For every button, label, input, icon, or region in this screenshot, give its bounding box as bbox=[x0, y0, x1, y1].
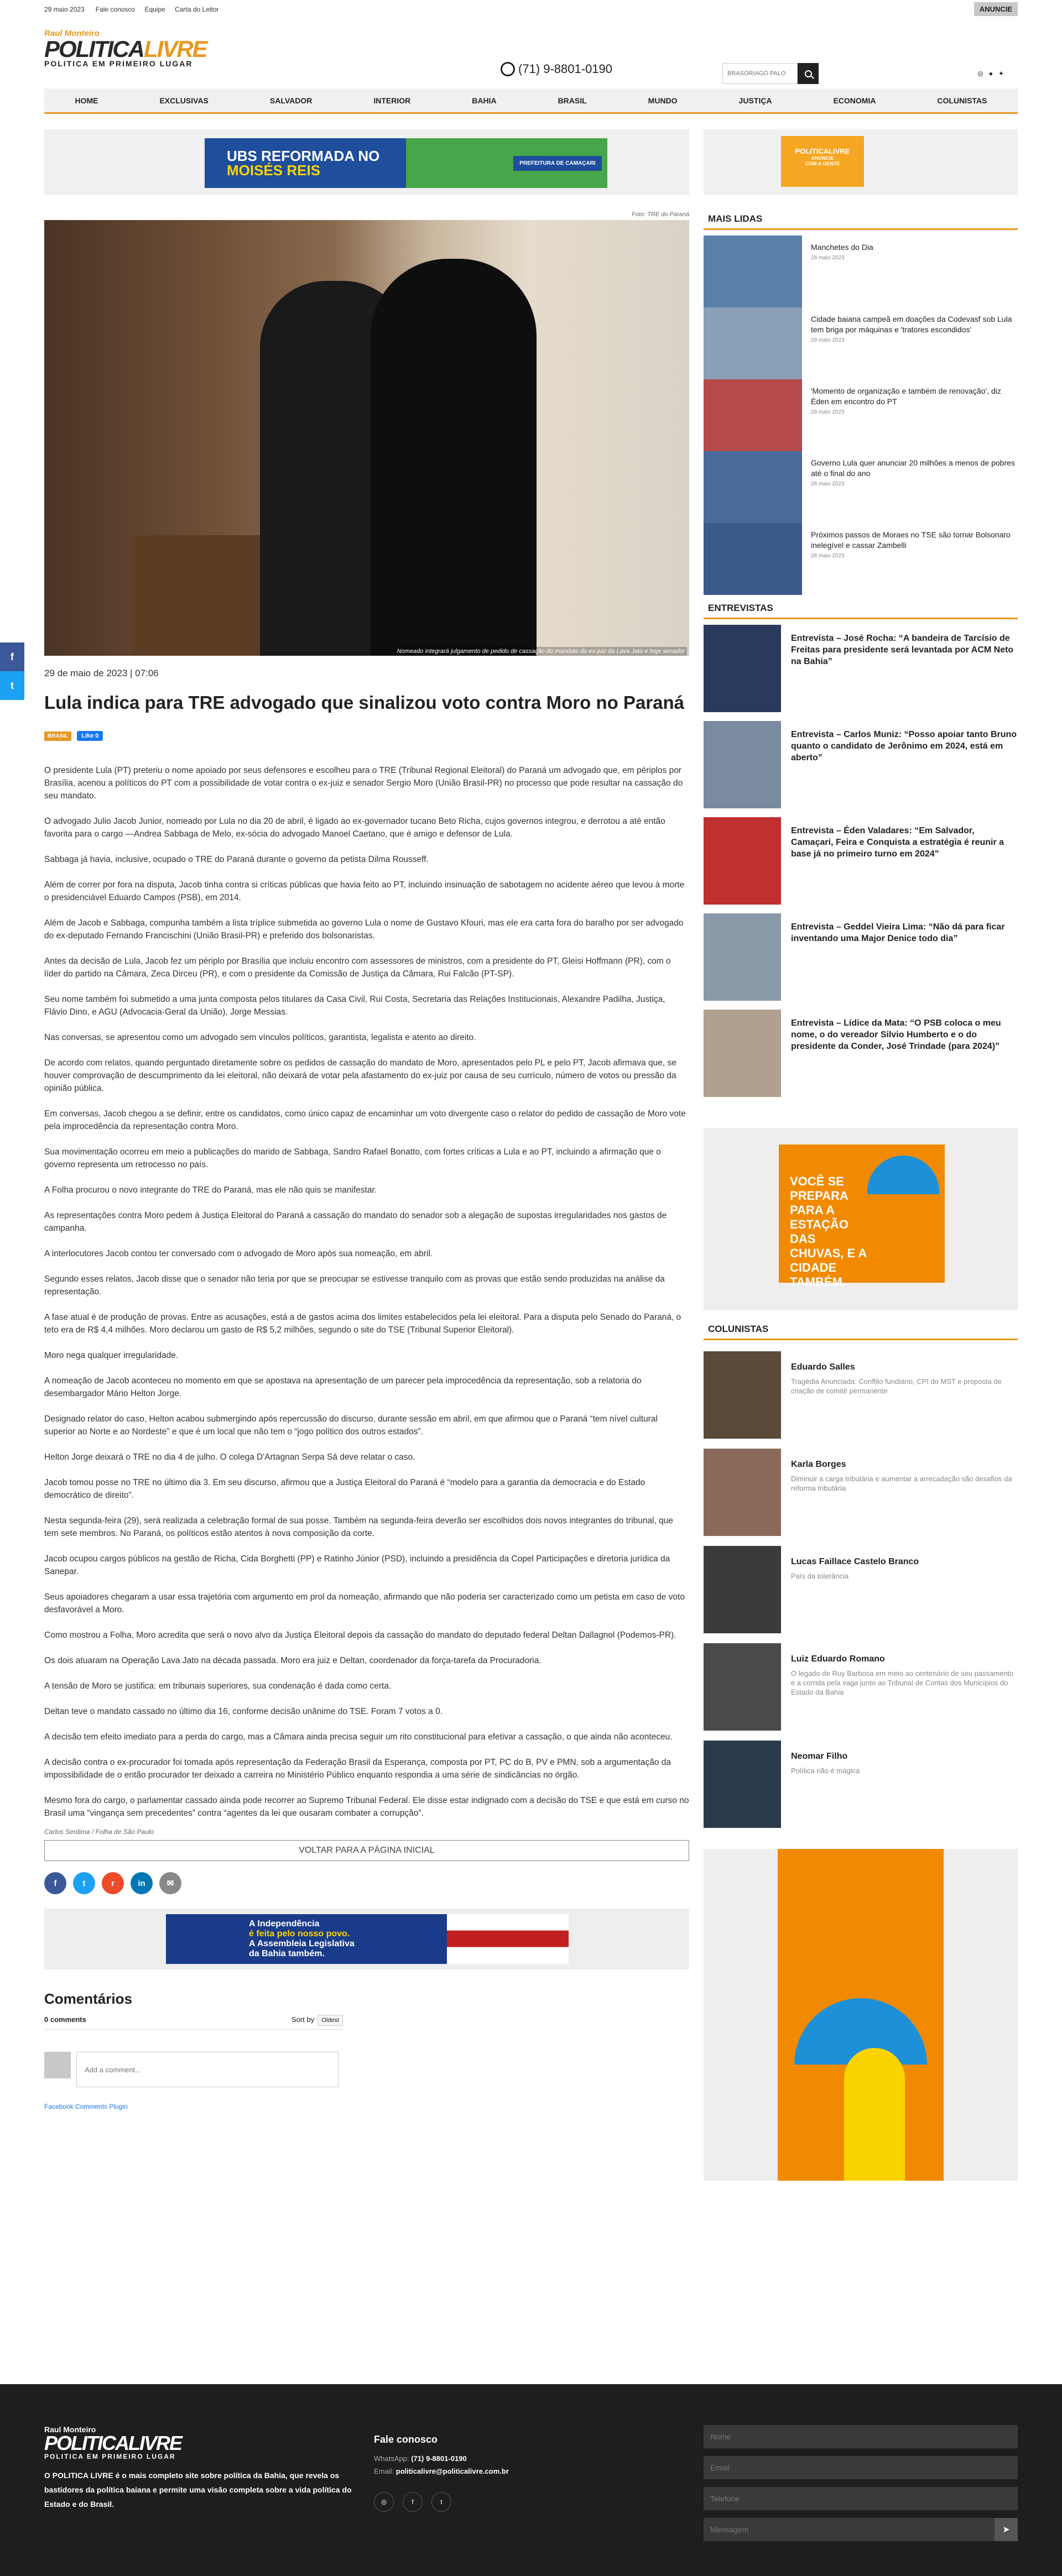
ad-person-figure bbox=[844, 2048, 905, 2181]
facebook-icon[interactable]: ● bbox=[988, 70, 993, 77]
entrevista-title: Entrevista – Éden Valadares: “Em Salvador, Camaçari, Feira e Conquista a estratégia é reunir a base já no primeiro turno em 2024” bbox=[791, 826, 1004, 859]
article-paragraph: Designado relator do caso, Helton acabou submergindo após repercussão do discurso, durante sessão em abril, em que afirmou que o Paraná “tem nível cultural superior ao Norte e ao Nordeste” e que é um local que não tem o “jogo político dos outros estados”. bbox=[44, 1414, 658, 1436]
article-paragraph: Antes da decisão de Lula, Jacob fez um périplo por Brasília que incluiu encontro com assessores de ministros, com a presidente do PT, Gleisi Hoffmann (PR), com o líder do partido na Câmara, Zeca Dirceu (PR), e com o presidente da Comissão de Justiça da Câmara, Rui Falcão (PT-SP). bbox=[44, 957, 671, 979]
share-facebook-icon[interactable]: f bbox=[44, 1872, 66, 1894]
article-body bbox=[44, 764, 689, 1820]
comment-composer bbox=[44, 2052, 689, 2087]
entrevistas-list bbox=[704, 625, 1018, 1106]
footer-about: O POLITICA LIVRE é o mais completo site sobre política da Bahia, que revela os bastidores da política baiana e permite uma visão completa sobre a vida política do Estado e do Brasil. bbox=[44, 2471, 352, 2509]
article-date: 29 de maio de 2023 | 07:06 bbox=[44, 668, 159, 678]
footer-logo-text: POLITICALIVRE bbox=[44, 2432, 182, 2454]
main-nav bbox=[44, 88, 1018, 114]
footer-contact-heading: Fale conosco bbox=[374, 2434, 438, 2445]
article-paragraph: Jacob tomou posse no TRE no último dia 3. Em seu discurso, afirmou que a Justiça Eleitoral do Paraná é “modelo para a garantia da democracia e do Estado democrático de direito”. bbox=[44, 1478, 645, 1500]
article-photo bbox=[44, 220, 689, 656]
colunista-subtitle: Diminuir a carga tributária e aumentar a arrecadação são desafios da reforma tributária bbox=[791, 1475, 1012, 1492]
entrevista-thumbnail bbox=[704, 625, 781, 712]
ad-ubs-banner[interactable] bbox=[205, 138, 607, 188]
ad-side-container bbox=[704, 1128, 1018, 1310]
nav-mundo[interactable]: MUNDO bbox=[648, 96, 678, 105]
facebook-comments-plugin-link[interactable]: Facebook Comments Plugin bbox=[44, 2103, 128, 2110]
ad-assembleia-banner[interactable] bbox=[166, 1914, 569, 1964]
colunista-subtitle: Política não é mágica bbox=[791, 1767, 860, 1775]
article-paragraph: Mesmo fora do cargo, o parlamentar cassado ainda pode recorrer ao Supremo Tribunal Federal. Ele disse estar indignado com a decisão do TSE e que está em curso no Brasil uma “vingança sem precedentes” contra “agentes da lei que ousaram combater a corrupção”. bbox=[44, 1796, 689, 1818]
mais-lidas-thumbnail bbox=[704, 236, 802, 307]
footer-facebook-icon[interactable]: f bbox=[403, 2492, 423, 2512]
mais-lidas-item[interactable] bbox=[704, 236, 1018, 307]
instagram-icon[interactable]: ◎ bbox=[977, 70, 983, 77]
share-email-icon[interactable]: ✉ bbox=[159, 1872, 181, 1894]
site-logo[interactable] bbox=[44, 29, 207, 68]
link-carta-do-leitor[interactable]: Carta do Leitor bbox=[175, 6, 219, 13]
colunista-photo bbox=[704, 1351, 781, 1439]
header bbox=[0, 19, 1062, 80]
nav-home[interactable]: HOME bbox=[75, 96, 98, 105]
sort-label: Sort by bbox=[291, 2015, 315, 2024]
colunista-photo bbox=[704, 1449, 781, 1536]
form-message-input[interactable] bbox=[704, 2518, 1018, 2541]
logo-tagline: POLITICA EM PRIMEIRO LUGAR bbox=[44, 59, 193, 68]
mais-lidas-item[interactable] bbox=[704, 379, 1018, 451]
back-home-button[interactable]: VOLTAR PARA A PÁGINA INICIAL bbox=[44, 1840, 689, 1861]
ad-anuncie-line2: COM A GENTE bbox=[805, 161, 840, 166]
colunista-photo bbox=[704, 1546, 781, 1633]
entrevista-thumbnail bbox=[704, 817, 781, 905]
entrevista-title: Entrevista – Carlos Muniz: “Posso apoiar tanto Bruno quanto o candidato de Jerônimo em 2024, está em aberto” bbox=[791, 730, 1017, 762]
article-paragraph: A nomeação de Jacob aconteceu no momento em que se apostava na apresentação de um parecer pela improcedência da representação, sob a relatoria do desembargador Mário Helton Jorge. bbox=[44, 1376, 642, 1398]
twitter-icon[interactable]: ✦ bbox=[998, 70, 1004, 77]
ad-assembleia-line1: A Independência bbox=[249, 1919, 320, 1929]
logo-text-part2: LIVRE bbox=[144, 36, 207, 62]
sort-select[interactable]: Oldest bbox=[317, 2015, 343, 2026]
colunista-name: Eduardo Salles bbox=[791, 1362, 855, 1372]
footer-contact-form bbox=[704, 2425, 1018, 2549]
colunista-name: Karla Borges bbox=[791, 1460, 846, 1469]
phone-number: (71) 9-8801-0190 bbox=[518, 62, 613, 76]
search-form bbox=[722, 63, 819, 84]
mais-lidas-date: 28 maio 2023 bbox=[811, 337, 845, 343]
comment-input[interactable] bbox=[76, 2052, 339, 2087]
colunista-name: Lucas Faillace Castelo Branco bbox=[791, 1557, 919, 1566]
footer-twitter-icon[interactable]: t bbox=[431, 2492, 451, 2512]
photo-person-right bbox=[371, 259, 537, 656]
entrevista-thumbnail bbox=[704, 721, 781, 808]
article-paragraph: A Folha procurou o novo integrante do TRE do Paraná, mas ele não quis se manifestar. bbox=[44, 1185, 377, 1195]
article-paragraph: A tensão de Moro se justifica: em tribunais superiores, sua condenação é dada como certa. bbox=[44, 1681, 392, 1691]
whatsapp-icon bbox=[501, 62, 515, 76]
entrevista-title: Entrevista – Geddel Vieira Lima: “Não dá para ficar inventando uma Major Denice todo dia” bbox=[791, 922, 1005, 943]
ad-assembleia-line4: da Bahia também. bbox=[249, 1949, 325, 1958]
top-date: 29 maio 2023 bbox=[44, 6, 85, 13]
entrevista-title: Entrevista – José Rocha: “A bandeira de Tarcísio de Freitas para presidente será levantada por ACM Neto na Bahia” bbox=[791, 634, 1014, 666]
footer-logo-tagline: POLITICA EM PRIMEIRO LUGAR bbox=[44, 2453, 176, 2460]
ad-ubs-line1: UBS REFORMADA NO bbox=[227, 148, 380, 164]
anuncie-button[interactable]: ANUNCIE bbox=[974, 2, 1018, 16]
search-icon bbox=[805, 70, 812, 77]
article-paragraph: Moro nega qualquer irregularidade. bbox=[44, 1351, 179, 1360]
twitter-share-icon[interactable]: t bbox=[0, 671, 24, 700]
colunista-photo bbox=[704, 1741, 781, 1828]
ad-bottom-container bbox=[44, 1909, 689, 1969]
ad-anuncie-line1: ANUNCIE bbox=[811, 155, 834, 161]
article-paragraph: Nas conversas, se apresentou como um advogado sem vínculos políticos, garantista, legalista e atento ao direito. bbox=[44, 1033, 476, 1042]
fb-like-button[interactable]: Like 0 bbox=[77, 731, 103, 741]
entrevistas-heading: ENTREVISTAS bbox=[704, 600, 1018, 619]
tag-brasil[interactable]: BRASIL bbox=[44, 731, 71, 741]
banner-side bbox=[704, 129, 1018, 195]
bahia-flag bbox=[447, 1914, 569, 1964]
mais-lidas-date: 28 maio 2023 bbox=[811, 409, 845, 415]
share-reddit-icon[interactable]: r bbox=[102, 1872, 124, 1894]
article-paragraph: O advogado Julio Jacob Junior, nomeado por Lula no dia 20 de abril, é ligado ao ex-governador tucano Beto Richa, cujos governos integrou, e derrotou a até então favorita para o cargo —Andrea Sabbaga de Melo, ex-sócia do advogado Manoel Caetano, que é amigo e defensor de Lula. bbox=[44, 817, 665, 839]
comments-bar bbox=[44, 2015, 343, 2030]
footer-whatsapp-label: WhatsApp: bbox=[374, 2454, 409, 2463]
colunistas-list bbox=[704, 1351, 1018, 1838]
mais-lidas-date: 28 maio 2023 bbox=[811, 255, 845, 261]
colunista-item[interactable] bbox=[704, 1449, 1018, 1546]
search-button[interactable] bbox=[798, 63, 819, 84]
ad-anuncie-logo: POLITICALIVRE bbox=[795, 147, 850, 155]
footer-logo-subtitle: Raul Monteiro bbox=[44, 2425, 96, 2434]
colunista-item[interactable] bbox=[704, 1351, 1018, 1449]
article-paragraph: Além de Jacob e Sabbaga, compunha também a lista tríplice submetida ao governo Lula o nome de Gustavo Kfouri, mas ele era carta fora do baralho por ser advogado do ex-deputado Fernando Francischini (União Brasil-PR) e preferido dos bolsonaristas. bbox=[44, 918, 684, 940]
link-fale-conosco[interactable]: Fale conosco bbox=[95, 6, 136, 13]
photo-credit: Foto: TRE do Paraná bbox=[632, 211, 689, 218]
header-social bbox=[977, 70, 1004, 77]
ad-assembleia-line2: é feita pelo nosso povo. bbox=[249, 1929, 350, 1938]
send-icon[interactable]: ➤ bbox=[995, 2518, 1018, 2541]
article-main bbox=[44, 211, 689, 2110]
link-equipe[interactable]: Equipe bbox=[144, 6, 165, 13]
ad-tall-banner[interactable] bbox=[778, 1849, 944, 2181]
article-paragraph: As representações contra Moro pedem à Justiça Eleitoral do Paraná a cassação do mandato do senador sob a alegação de supostas irregularidades nos gastos de campanha. bbox=[44, 1211, 667, 1233]
ad-prefeitura-logo: PREFEITURA DE CAMAÇARI bbox=[513, 156, 602, 171]
mais-lidas-title: 'Momento de organização e também de renovação', diz Éden em encontro do PT bbox=[811, 386, 1001, 406]
comments-heading: Comentários bbox=[44, 1990, 132, 2007]
mais-lidas-item[interactable] bbox=[704, 523, 1018, 595]
footer-instagram-icon[interactable]: ◎ bbox=[374, 2492, 394, 2512]
article-paragraph: A fase atual é de produção de provas. Entre as acusações, está a de gastos acima dos limites estabelecidos pela lei eleitoral. Para a disputa pelo Senado do Paraná, o teto era de R$ 4,4 milhões. Moro declarou um gasto de R$ 5,2 milhões, segundo o site do TSE (Tribunal Superior Eleitoral). bbox=[44, 1313, 681, 1335]
colunista-subtitle: País da tolerância bbox=[791, 1572, 849, 1580]
article-paragraph: Sua movimentação ocorreu em meio a publicações do marido de Sabbaga, Sandro Rafael Bonatto, com fortes críticas a Lula e ao PT, incluindo a afirmação que o governo representa um retrocesso no país. bbox=[44, 1147, 661, 1169]
footer-logo[interactable] bbox=[44, 2425, 181, 2460]
article-tags bbox=[44, 731, 689, 741]
ad-chuvas-text: VOCÊ SE PREPARA PARA A ESTAÇÃO DAS CHUVAS, E A CIDADE TAMBÉM. bbox=[790, 1174, 867, 1289]
mais-lidas-title: Governo Lula quer anunciar 20 milhões a menos de pobres até o final do ano bbox=[811, 458, 1015, 478]
mais-lidas-date: 28 maio 2023 bbox=[811, 481, 845, 487]
mais-lidas-thumbnail bbox=[704, 523, 802, 595]
logo-text-part1: POLITICA bbox=[44, 36, 144, 62]
colunista-name: Neomar Filho bbox=[791, 1752, 848, 1761]
article-paragraph: O presidente Lula (PT) preteriu o nome apoiado por seus defensores e escolheu para o TRE (Tribunal Regional Eleitoral) do Paraná um advogado que, em périplos por Brasília, acenou a políticos do PT com a possibilidade de votar contra o ex-juiz e senador Sergio Moro (União Brasil-PR) no processo que pode resultar na cassação do seu mandato. bbox=[44, 766, 683, 801]
floating-share bbox=[0, 642, 24, 700]
nav-bahia[interactable]: BAHIA bbox=[472, 96, 497, 105]
nav-colunistas[interactable]: COLUNISTAS bbox=[937, 96, 987, 105]
avatar bbox=[44, 2052, 71, 2078]
entrevista-item[interactable] bbox=[704, 817, 1018, 913]
entrevista-item[interactable] bbox=[704, 1010, 1018, 1106]
ad-chuvas-banner[interactable] bbox=[779, 1145, 945, 1289]
mais-lidas-item[interactable] bbox=[704, 451, 1018, 523]
ad-ubs-line2: MOISÉS REIS bbox=[227, 162, 321, 179]
article-paragraph: Os dois atuaram na Operação Lava Jato na década passada. Moro era juiz e Deltan, coordenador da força-tarefa da Procuradoria. bbox=[44, 1656, 542, 1665]
colunista-item[interactable] bbox=[704, 1741, 1018, 1838]
mais-lidas-date: 28 maio 2023 bbox=[811, 553, 845, 559]
entrevista-item[interactable] bbox=[704, 913, 1018, 1010]
article-paragraph: Jacob ocupou cargos públicos na gestão de Richa, Cida Borghetti (PP) e Ratinho Júnior (PSD), incluindo a presidência da Copel Participações e diretoria jurídica da Sanepar. bbox=[44, 1554, 670, 1576]
colunista-photo bbox=[704, 1643, 781, 1731]
article-paragraph: Seus apoiadores chegaram a usar essa trajetória com argumento em prol da nomeação, afirmando que não poderia ser caracterizado como um petista em caso de voto desfavorável a Moro. bbox=[44, 1592, 685, 1614]
footer-email-label: Email: bbox=[374, 2467, 394, 2475]
whatsapp-phone[interactable] bbox=[501, 62, 612, 76]
mais-lidas-heading: MAIS LIDAS bbox=[704, 211, 1018, 230]
article-paragraph: Além de correr por fora na disputa, Jacob tinha contra si críticas públicas que havia feito ao PT, incluindo insinuação de sabotagem no acidente aéreo que levou à morte o presidenciável Eduardo Campos (PSB), em 2014. bbox=[44, 880, 685, 902]
comments-count: 0 comments bbox=[44, 2015, 86, 2024]
ad-anuncie-banner[interactable] bbox=[781, 136, 864, 187]
article-paragraph: Em conversas, Jacob chegou a se definir, entre os candidatos, como único capaz de encaminhar um voto divergente caso o relator do pedido de cassação de Moro vote pela improcedência da representação contra Moro. bbox=[44, 1109, 686, 1131]
entrevista-item[interactable] bbox=[704, 721, 1018, 817]
article-paragraph: Sabbaga já havia, inclusive, ocupado o TRE do Paraná durante o governo da petista Dilma Rousseff. bbox=[44, 855, 429, 864]
nav-exclusivas[interactable]: EXCLUSIVAS bbox=[159, 96, 209, 105]
colunista-subtitle: Tragédia Anunciada: Conflito fundiário, CPI do MST e proposta de criação de comitê permanente bbox=[791, 1377, 1002, 1395]
form-email-input[interactable] bbox=[704, 2456, 1018, 2479]
article-title: Lula indica para TRE advogado que sinalizou voto contra Moro no Paraná bbox=[44, 692, 684, 713]
mais-lidas-title: Próximos passos de Moraes no TSE são tornar Bolsonaro inelegível e cassar Zambelli bbox=[811, 530, 1011, 550]
article-paragraph: Deltan teve o mandato cassado no último dia 16, conforme decisão unânime do TSE. Foram 7 votos a 0. bbox=[44, 1707, 443, 1716]
article-paragraph: De acordo com relatos, quando perguntado diretamente sobre os pedidos de cassação do mandato de Moro, apresentados pelo PL e pelo PT, Jacob afirmava que, se houver comprovação de descumprimento da lei eleitoral, não deixará de votar pela afastamento do ex-juiz por causa de seu currículo, número de votos ou pressão da opinião pública. bbox=[44, 1058, 676, 1093]
form-phone-input[interactable] bbox=[704, 2487, 1018, 2510]
mais-lidas-title: Manchetes do Dia bbox=[811, 243, 873, 252]
topbar bbox=[0, 0, 1062, 19]
umbrella-icon bbox=[867, 1156, 939, 1194]
entrevista-item[interactable] bbox=[704, 625, 1018, 721]
article-source-credit: Carlos Serdima / Folha de São Paulo bbox=[44, 1828, 154, 1836]
nav-economia[interactable]: ECONOMIA bbox=[833, 96, 876, 105]
top-banners bbox=[44, 129, 1018, 196]
nav-justica[interactable]: JUSTIÇA bbox=[738, 96, 772, 105]
colunista-item[interactable] bbox=[704, 1643, 1018, 1741]
colunistas-heading: COLUNISTAS bbox=[704, 1321, 1018, 1340]
footer-contact bbox=[374, 2434, 509, 2512]
sidebar bbox=[704, 211, 1018, 2181]
search-input[interactable] bbox=[722, 63, 798, 84]
logo-subtitle: Raul Monteiro bbox=[44, 29, 100, 38]
article-paragraph: Segundo esses relatos, Jacob disse que o senador não teria por que se preocupar se estivesse tranquilo com as provas que estão sendo produzidas na análise da representação. bbox=[44, 1274, 665, 1297]
colunista-item[interactable] bbox=[704, 1546, 1018, 1643]
facebook-share-icon[interactable]: f bbox=[0, 642, 24, 671]
share-twitter-icon[interactable]: t bbox=[73, 1872, 95, 1894]
nav-brasil[interactable]: BRASIL bbox=[558, 96, 587, 105]
article-paragraph: Helton Jorge deixará o TRE no dia 4 de julho. O colega D'Artagnan Serpa Sá deve relatar o caso. bbox=[44, 1452, 415, 1462]
entrevista-title: Entrevista – Lídice da Mata: “O PSB coloca o meu nome, o do vereador Silvio Humberto e o do presidente da Conder, José Trindade (para 2024)” bbox=[791, 1018, 1001, 1051]
mais-lidas-item[interactable] bbox=[704, 307, 1018, 379]
colunista-name: Luiz Eduardo Romano bbox=[791, 1654, 885, 1664]
mais-lidas-thumbnail bbox=[704, 379, 802, 451]
banner-main bbox=[44, 129, 689, 195]
form-name-input[interactable] bbox=[704, 2425, 1018, 2448]
entrevista-thumbnail bbox=[704, 913, 781, 1001]
mais-lidas-thumbnail bbox=[704, 451, 802, 523]
share-buttons bbox=[44, 1872, 689, 1894]
footer-whatsapp[interactable]: (71) 9-8801-0190 bbox=[411, 2454, 467, 2463]
share-linkedin-icon[interactable]: in bbox=[131, 1872, 153, 1894]
article-paragraph: Seu nome também foi submetido a uma junta composta pelos titulares da Casa Civil, Rui Costa, Secretaria das Relações Institucionais, Alexandre Padilha, Justiça, Flávio Dino, e AGU (Advocacia-Geral da União), Jorge Messias. bbox=[44, 995, 665, 1017]
entrevista-thumbnail bbox=[704, 1010, 781, 1097]
article-paragraph: Como mostrou a Folha, Moro acredita que será o novo alvo da Justiça Eleitoral depois da cassação do mandato do deputado federal Deltan Dallagnol (Podemos-PR). bbox=[44, 1631, 676, 1640]
mais-lidas-thumbnail bbox=[704, 307, 802, 379]
footer-email[interactable]: politicalivre@politicalivre.com.br bbox=[395, 2467, 509, 2475]
article-paragraph: A decisão contra o ex-procurador foi tomada após representação da Federação Brasil da Esperança, composta por PT, PC do B, PV e PMN, sob a argumentação da impossibilidade de o então procurador ter deixado a carreira no Ministério Público enquanto respondia a uma série de sindicâncias no órgão. bbox=[44, 1758, 671, 1780]
article-paragraph: A decisão tem efeito imediato para a perda do cargo, mas a Câmara ainda precisa seguir um rito constitucional para efetivar a cassação, o que ainda não aconteceu. bbox=[44, 1732, 673, 1742]
photo-caption: Nomeado integrará julgamento de pedido de cassação do mandato do ex-juiz da Lava Jato e hoje senador bbox=[395, 647, 687, 656]
ad-assembleia-line3: A Assembleia Legislativa bbox=[249, 1939, 355, 1948]
mais-lidas-list bbox=[704, 236, 1018, 595]
footer bbox=[0, 2384, 1062, 2576]
ad-tall-container bbox=[704, 1849, 1018, 2181]
nav-salvador[interactable]: SALVADOR bbox=[269, 96, 313, 105]
article-paragraph: A interlocutores Jacob contou ter conversado com o advogado de Moro após sua nomeação, em abril. bbox=[44, 1249, 433, 1258]
colunista-subtitle: O legado de Ruy Barbosa em meio ao centenário de seu passamento e a corrida pela vaga junto ao Tribunal de Contas dos Municípios do Estado da Bahia bbox=[791, 1669, 1014, 1696]
mais-lidas-title: Cidade baiana campeã em doações da Codevasf sob Lula tem briga por máquinas e 'tratores escondidos' bbox=[811, 315, 1012, 334]
nav-interior[interactable]: INTERIOR bbox=[373, 96, 411, 105]
article-paragraph: Nesta segunda-feira (29), será realizada a celebração formal de sua posse. Também na segunda-feira deverão ser escolhidos dois novos integrantes do tribunal, que tem sete membros. No Paraná, os políticos estão atentos à nova composição da corte. bbox=[44, 1516, 674, 1538]
